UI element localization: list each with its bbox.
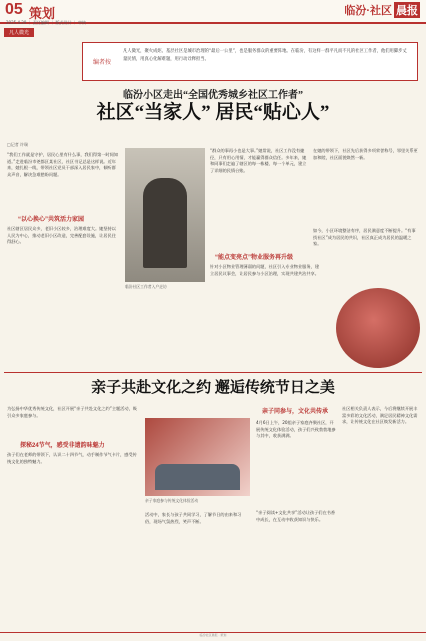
article1-headline: 社区“当家人” 居民“贴心人” bbox=[96, 102, 330, 123]
article2-headline: 亲子共赴文化之约 邂逅传统节日之美 bbox=[91, 380, 335, 396]
article2-photo bbox=[145, 418, 250, 496]
column-tag: 凡人微光 bbox=[4, 28, 34, 37]
article1-col3b: 针对小区物业管理薄弱的问题，社区引入专业物业服务，建立居民议事会，让居民参与小区治理，实现共建共治共享。 bbox=[210, 264, 319, 276]
article2-col1b: 孩子们在老师的带领下，认识二十四节气，动手制作节气卡片，感受传统文化的独特魅力。 bbox=[7, 452, 137, 464]
editor-note-box bbox=[82, 42, 418, 81]
brand-logo bbox=[344, 2, 420, 18]
article2-col3: “亲子阅读+文化共享”活动让孩子们在书香中成长，在互动中收获知识与快乐。 bbox=[256, 510, 336, 522]
person-figure bbox=[143, 178, 187, 268]
page-number: 05 bbox=[5, 1, 23, 18]
section-divider bbox=[4, 372, 422, 373]
editor-note-label: 编者按 bbox=[92, 59, 111, 66]
brand-text: 临汾·社区 bbox=[344, 5, 392, 17]
article2-subhead2: 亲子同参与，文化共传承 bbox=[262, 409, 329, 415]
article1-subhead2: “能点变亮点”物业服务再升级 bbox=[215, 255, 294, 261]
community-photo-round bbox=[336, 288, 420, 368]
article1-col2: “群众的事再小也是大事。”她常说，社区工作没有捷径，只有用心用情，才能赢得群众信任。多年来，她和同事们走遍了辖区的每一栋楼、每一个单元，建立了详细的民情台账。 bbox=[210, 148, 307, 173]
article2-col3b: 4月6日上午，20组亲子家庭齐聚社区，开展传统文化体验活动，孩子们兴致勃勃地参与其中，收获满满。 bbox=[256, 420, 336, 439]
article1-subheadline: 临汾小区走出“全国优秀城乡社区工作者” bbox=[123, 90, 303, 101]
article1-col1: “我们工作就是守护，居民心里有什么事，我们得第一时间知道。”走进临汾市尧都区某社区，社区书记总是这样说。近年来，她扎根一线，带领社区党员干部深入居民家中，倾听群众声音，解决急难愁盼问题。 bbox=[7, 152, 119, 177]
article2-col2: 活动中，家长与孩子共同学习，了解节日的由来和习俗，现场气氛热烈，笑声不断。 bbox=[145, 512, 242, 524]
article1-col3: 在她的带领下，社区先后获得多项荣誉称号，邻里关系更加和睦，社区面貌焕然一新。 bbox=[313, 148, 418, 160]
article2-col1: 为弘扬中华优秀传统文化，社区开展“亲子共赴文化之约”主题活动，吸引众多家庭参与。 bbox=[7, 406, 137, 418]
article2-subhead1: 探秘24节气，感受非遗韵味魅力 bbox=[20, 443, 105, 449]
brand-box: 晨报 bbox=[394, 2, 420, 18]
article1-photo bbox=[125, 148, 205, 282]
article1-photo-caption: 临汾社区工作者入户走访 bbox=[125, 284, 167, 289]
article1-byline: □记者 许瑞 bbox=[7, 142, 29, 147]
article1-col1b: 社区辖区居民众多，老旧小区较多，治理难度大。她坚持以人民为中心，推动老旧小区改造，完善配套设施，让居民住得舒心。 bbox=[7, 226, 116, 245]
page-header bbox=[0, 0, 426, 24]
article1-col4: 如今，小区环境整洁有序，居民满意度不断提升。“有事找社区”成为居民的共识，社区真正成为居民的温暖之家。 bbox=[313, 228, 416, 247]
page-footer: 临汾社区晨报 · 策划 bbox=[0, 632, 426, 641]
article1-subhead1: “以心换心”共筑活力家园 bbox=[18, 217, 85, 223]
section-title: 策划 bbox=[29, 6, 56, 21]
editor-note-text: 凡人微光，聚火成炬。基层社区是城市治理的“最后一公里”，也是服务群众的重要阵地。在临汾，有这样一群平凡而不凡的社区工作者，他们用脚步丈量民情，用真心化解难题，用行动诠释担当。 bbox=[123, 49, 407, 62]
people-group bbox=[155, 464, 240, 490]
article2-photo-caption: 亲子家庭参与传统文化体验活动 bbox=[145, 498, 199, 503]
article2-col4: 社区相关负责人表示，今后将继续开展丰富多彩的文化活动，满足居民精神文化需求，让传统文化在社区焕发新活力。 bbox=[342, 406, 418, 425]
date-line: 2025.4.29 ｜ 责任编辑 ｜ 版式设计 ｜ 审核 bbox=[6, 20, 86, 25]
